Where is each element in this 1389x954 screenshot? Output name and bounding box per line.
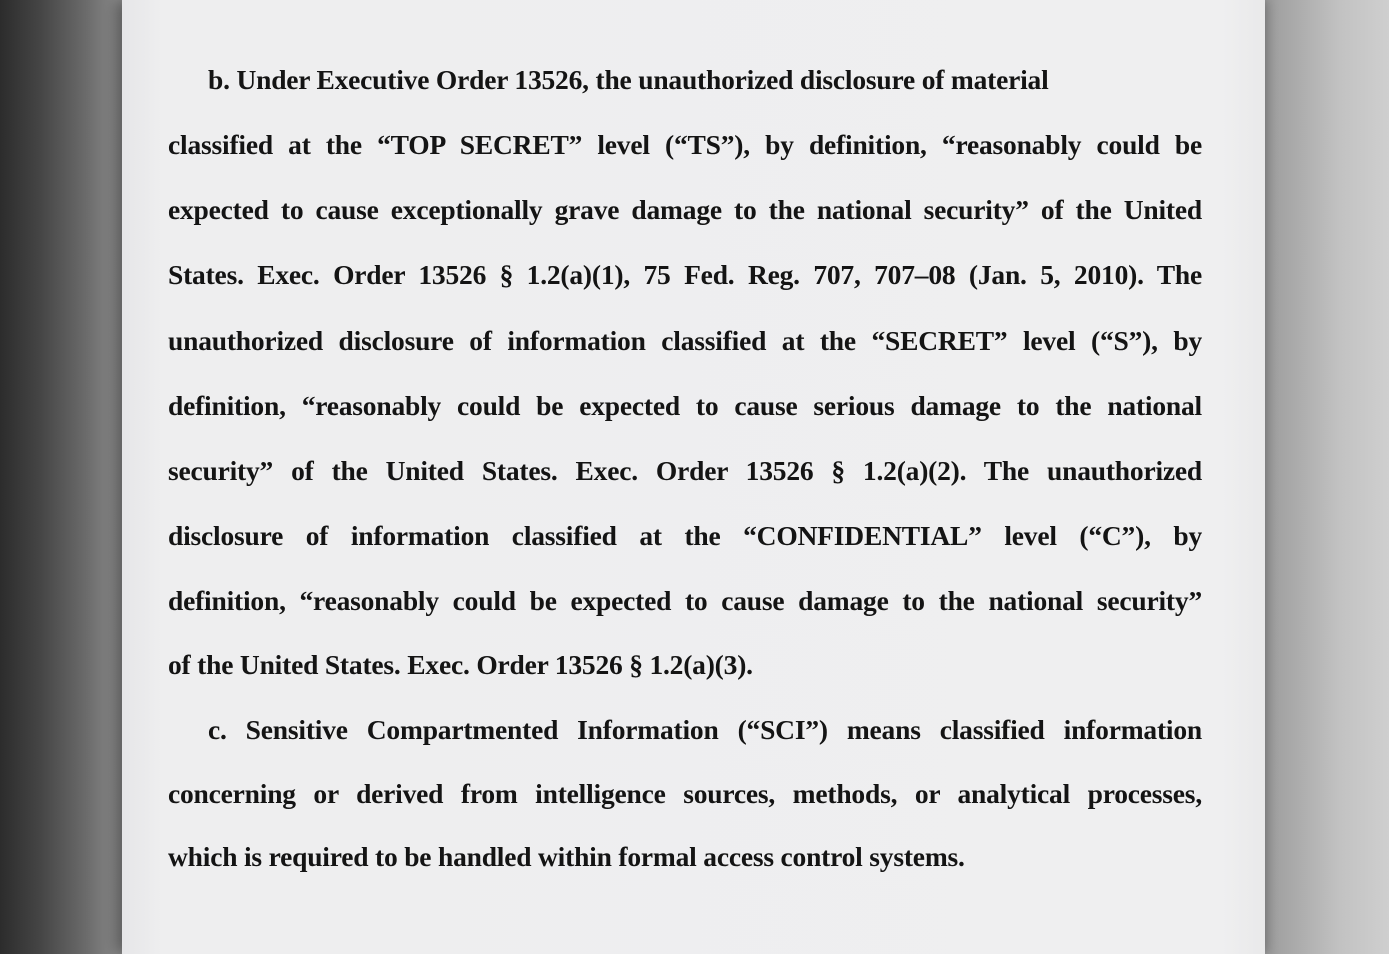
paragraph-b-line-4: States. Exec. Order 13526 § 1.2(a)(1), 75 Fed. Reg. 707, 707–08 (Jan. 5, 2010). The <box>168 259 1202 290</box>
paragraph-b-line-3: expected to cause exceptionally grave damage to the national security” of the United <box>168 194 1202 225</box>
paragraph-b-line-8: disclosure of information classified at the “CONFIDENTIAL” level (“C”), by <box>168 520 1202 551</box>
paragraph-b-line-7: security” of the United States. Exec. Order 13526 § 1.2(a)(2). The unauthorized <box>168 455 1202 486</box>
paragraph-b-line-5: unauthorized disclosure of information classified at the “SECRET” level (“S”), by <box>168 325 1202 356</box>
paragraph-c-line-2: concerning or derived from intelligence sources, methods, or analytical processes, <box>168 778 1202 809</box>
paragraph-c-line-1: c. Sensitive Compartmented Information (“SCI”) means classified information <box>208 714 1202 745</box>
paragraph-b-line-6: definition, “reasonably could be expected to cause serious damage to the national <box>168 390 1202 421</box>
paragraph-b-line-2: classified at the “TOP SECRET” level (“TS”), by definition, “reasonably could be <box>168 129 1202 160</box>
paragraph-b-line-1: b. Under Executive Order 13526, the unauthorized disclosure of material <box>208 64 1049 95</box>
document-page <box>122 0 1265 954</box>
paragraph-b-line-10: of the United States. Exec. Order 13526 § 1.2(a)(3). <box>168 649 753 680</box>
paragraph-b-line-9: definition, “reasonably could be expected to cause damage to the national security” <box>168 585 1202 616</box>
paragraph-c-line-3: which is required to be handled within formal access control systems. <box>168 841 965 872</box>
